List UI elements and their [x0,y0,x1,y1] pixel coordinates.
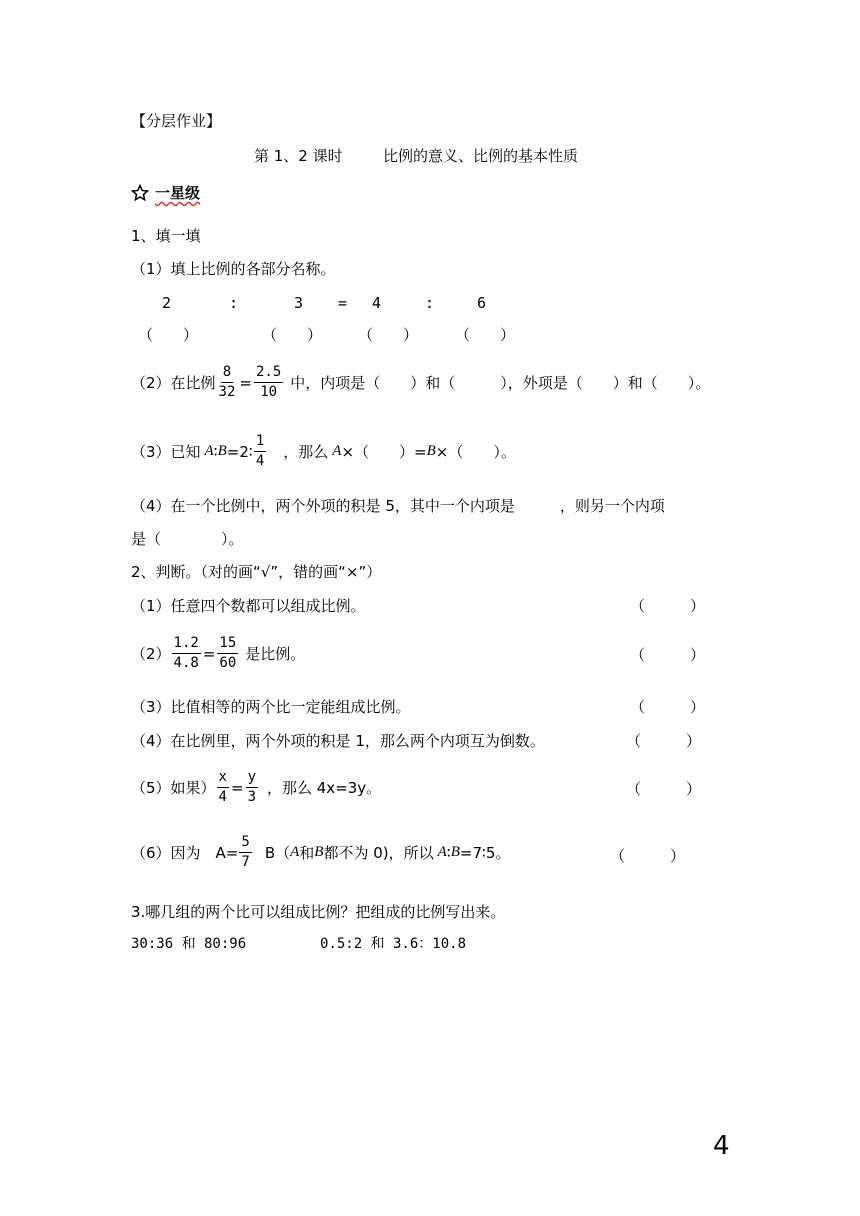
page-number: 4 [713,1131,730,1161]
q3-mid: ，那么 [283,443,329,461]
q4-line2: 是（ ）。 [131,530,244,548]
frac-num: 1.2 [172,634,201,654]
judge-4-blank[interactable]: （ ） [626,732,702,750]
term-colon2: : [425,294,435,312]
q3-times2: ×（ ）。 [435,443,516,461]
fraction-y-3 [246,768,258,807]
equals-sign: = [202,644,216,663]
blank-1[interactable]: （ ） [138,326,199,344]
term-eq: = [338,294,348,312]
term-2: 2 [162,294,172,312]
var-a: A [290,844,300,860]
lesson-label: 第 1、2 课时 [254,147,343,165]
q2-prefix: （2）在比例 [131,374,216,392]
q4-line1: （4）在一个比例中，两个外项的积是 5，其中一个内项是 ，则另一个内项 [131,497,665,515]
judge-2-blank[interactable]: （ ） [630,646,706,664]
frac-den: 32 [218,384,236,400]
q1-text: （1）填上比例的各部分名称。 [131,260,336,278]
judge-5-blank[interactable]: （ ） [626,780,702,798]
var-b: B [217,443,227,459]
frac-num: x [217,768,229,788]
judge-3-blank[interactable]: （ ） [630,698,706,716]
frac-den: 10 [260,384,278,400]
judge-6-mid: B（ [264,844,291,862]
q2-suffix: 中，内项是（ ）和（ ），外项是（ ）和（ ）。 [290,374,711,392]
word-and: 和 [299,844,315,862]
frac-den: 4 [255,453,265,469]
judge-6-end: =7∶5。 [459,844,511,862]
ratio-colon: ∶ [446,843,451,862]
frac-den: 60 [219,655,237,671]
judge-6-blank[interactable]: （ ） [610,847,686,865]
judge-6-tail: 都不为 0)，所以 [323,844,434,862]
frac-den: 3 [247,789,256,805]
frac-num: 8 [221,363,233,383]
var-a2: A [437,844,447,860]
frac-num: 15 [217,634,238,654]
frac-num: 2.5 [254,363,283,383]
var-b: B [314,844,324,860]
ratio-pair-1: 30:36 和 80:96 [131,936,247,952]
blank-4[interactable]: （ ） [455,326,516,344]
section3-heading: 3.哪几组的两个比可以组成比例？把组成的比例写出来。 [131,903,506,921]
term-4: 4 [372,294,382,312]
judge-3-text: （3）比值相等的两个比一定能组成比例。 [131,698,411,716]
page-title: 比例的意义、比例的基本性质 [383,147,579,165]
q3-eq: =2∶ [226,442,253,461]
q3-line [131,432,516,471]
frac-num: 5 [239,833,251,853]
fraction-2.5-10 [254,363,283,402]
fraction-15-60 [217,634,238,673]
fraction-8-32 [217,363,238,402]
level-heading [131,183,200,203]
judge-2-prefix: （2） [131,645,171,663]
tag-label: 【分层作业】 [131,112,222,130]
frac-num: y [246,768,258,788]
frac-den: 4.8 [173,655,199,671]
judge-2-line [131,634,305,673]
level-label: 一星级 [155,184,201,202]
q3-prefix: （3）已知 [131,443,201,461]
fraction-1-4 [254,432,266,471]
fraction-5-7 [239,833,251,872]
judge-4-text: （4）在比例里，两个外项的积是 1，那么两个内项互为倒数。 [131,732,545,750]
judge-5-line [131,768,381,807]
var-a2: A [332,443,342,459]
judge-2-suffix: 是比例。 [245,645,306,663]
blank-2[interactable]: （ ） [262,326,323,344]
equals-sign: = [230,778,244,797]
var-b2: B [450,844,460,860]
ratio-pair-2: 0.5:2 和 3.6：10.8 [320,936,467,952]
q2-line [131,363,710,402]
frac-num: 1 [254,432,266,452]
frac-den: 7 [241,854,250,870]
fraction-1.2-4.8 [172,634,201,673]
judge-1-blank[interactable]: （ ） [630,597,706,615]
frac-den: 4 [218,789,227,805]
blank-3[interactable]: （ ） [358,326,419,344]
ratio-colon: ∶ [213,442,218,461]
fraction-x-4 [217,768,229,807]
term-3: 3 [294,294,304,312]
judge-6-prefix: （6）因为 A= [131,844,239,862]
section1-heading: 1、填一填 [131,227,201,245]
term-colon1: : [229,294,239,312]
var-a: A [204,443,214,459]
judge-1-text: （1）任意四个数都可以组成比例。 [131,597,366,615]
judge-5-prefix: （5）如果） [131,779,216,797]
section2-heading: 2、判断。（对的画“√”，错的画“×”） [131,563,382,581]
judge-5-suffix: ，那么 4x=3y。 [267,779,382,797]
var-b2: B [426,443,436,459]
equals-sign: = [239,373,252,392]
judge-6-line [131,833,510,872]
star-outline-icon [131,184,149,202]
term-6: 6 [477,294,487,312]
q3-times1: ×（ ）= [341,443,427,461]
